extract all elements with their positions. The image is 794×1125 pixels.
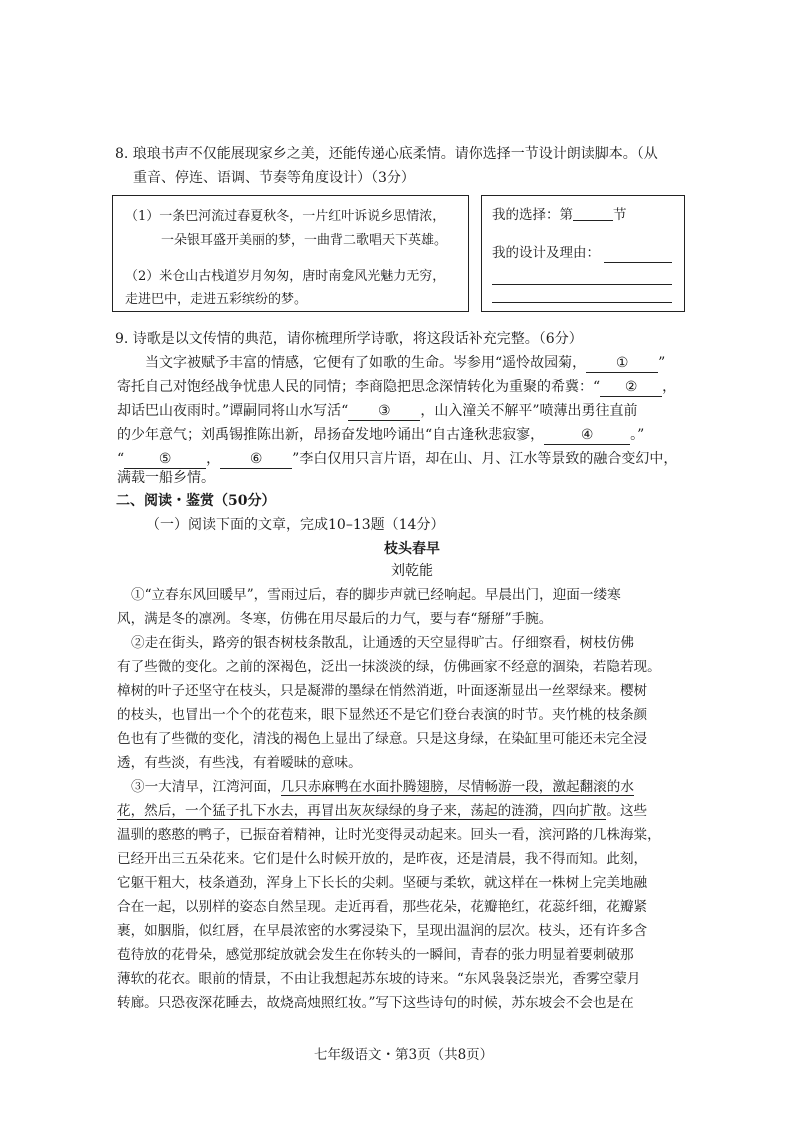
blank-5[interactable]: ⑤ (124, 450, 206, 469)
poem-stanza2-line1: （2）米仓山古栈道岁月匆匆，唐时南龛风光魅力无穷， (125, 269, 446, 284)
blank-3[interactable]: ③ (348, 402, 420, 421)
para3-line5: 它躯干粗大，枝条遒劲，浑身上下长长的尖刺。坚硬与柔软，就这样在一株树上完美地融 (117, 875, 648, 891)
para2-line5: 色也有了些微的变化，清浅的褐色上显出了绿意。只是这身绿，在染缸里可能还未完全浸 (117, 731, 648, 747)
q9-line3: 寄托自己对饱经战争忧患人民的同情；李商隐把思念深情转化为重聚的希冀：“ ② ， (117, 379, 677, 395)
q9-line5: 的少年意气；刘禹锡推陈出新，昂扬奋发地吟诵出“自古逢秋悲寂寥， ④ 。” (117, 427, 645, 443)
q9-line6: “ ⑤ ， ⑥ ”李白仅用只言片语，却在山、月、江水等景致的融合变幻中， (117, 451, 678, 467)
q9-prompt: 9. 诗歌是以文传情的典范，请你梳理所学诗歌，将这段话补充完整。（6分） (115, 331, 583, 347)
q9-line2: 当文字被赋予丰富的情感，它便有了如歌的生命。岑参用“遥怜故园菊， ① ” (145, 355, 666, 371)
design-blank-2[interactable] (492, 284, 672, 285)
poem-box (112, 195, 469, 312)
choice-label: 我的选择：第 (492, 207, 573, 223)
blank-2[interactable]: ② (600, 378, 662, 397)
para2-line2: 有了些微的变化。之前的深褐色，泛出一抹淡淡的绿，仿佛画家不经意的涸染，若隐若现。 (117, 659, 661, 675)
q8-prompt-line1: 8. 琅琅书声不仅能展现家乡之美，还能传递心底柔情。请你选择一节设计朗读脚本。（从 (115, 146, 658, 162)
underlined-passage-1: 几只赤麻鸭在水面扑腾翅膀，尽情畅游一段，激起翻滚的水 (280, 779, 634, 795)
para3-line4: 已经开出三五朵花来。它们是什么时候开放的，是昨夜，还是清晨，我不得而知。此刻， (117, 851, 648, 867)
blank-6[interactable]: ⑥ (220, 450, 292, 469)
blank-4[interactable]: ④ (544, 426, 630, 445)
para3-line7: 裹，如胭脂，似红唇，在早晨浓密的水雾浸染下，呈现出温润的层次。枝头，还有许多含 (117, 923, 648, 939)
poem-stanza2-line2: 走进巴中，走进五彩缤纷的梦。 (125, 292, 308, 307)
para3-line8: 苞待放的花骨朵，感觉那绽放就会发生在你转头的一瞬间，青春的张力明显着要刺破那 (117, 947, 634, 963)
para2-line3: 樟树的叶子还坚守在枝头，只是凝滞的墨绿在悄然消逝，叶面逐渐显出一丝翠绿来。樱树 (117, 683, 648, 699)
poem-stanza1-line1: （1）一条巴河流过春夏秋冬，一片红叶诉说乡思情浓， (125, 209, 446, 224)
design-label: 我的设计及理由： (492, 245, 600, 261)
para2-line6: 透，有些淡，有些浅，有着暧昧的意味。 (117, 755, 362, 771)
blank-1[interactable]: ① (586, 354, 658, 373)
q9-line4: 却话巴山夜雨时。”谭嗣同将山水写活“ ③ ，山入潼关不解平”喷薄出勇往直前 (117, 403, 638, 419)
para2-line4: 的枝头，也冒出一个个的花苞来，眼下显然还不是它们登台表演的时节。夹竹桃的枝条颜 (117, 707, 648, 723)
para1-line2: 风，满是冬的凛冽。冬寒，仿佛在用尽最后的力气，要与春“掰掰”手腕。 (117, 611, 553, 627)
underlined-passage-2: 花，然后，一个猛子扎下水去，再冒出灰灰绿绿的身子来，荡起的涟漪，四向扩散 (117, 803, 607, 819)
section-heading: 二、阅读・鉴赏（50分） (116, 493, 276, 509)
para3-line2: 花，然后，一个猛子扎下水去，再冒出灰灰绿绿的身子来，荡起的涟漪，四向扩散。这些 (117, 803, 648, 819)
para3-line6: 合在一起，以别样的姿态自然呈现。走近再看，那些花朵，花瓣艳红，花蕊纤细，花瓣紧 (117, 899, 648, 915)
choice-line (492, 204, 627, 226)
para3-line10: 转廊。只恐夜深花睡去，故烧高烛照红妆。”写下这些诗句的时候，苏东坡会不会也是在 (117, 995, 634, 1011)
para2-line1: ②走在街头，路旁的银杏树枝条散乱，让通透的天空显得旷古。仔细察看，树枝仿佛 (131, 635, 634, 651)
design-blank-1[interactable] (604, 262, 672, 263)
para3-line3: 温驯的憨憨的鸭子，已振奋着精神，让时光变得灵动起来。回头一看，滨河路的几株海棠， (117, 827, 661, 843)
q9-line7: 满载一船乡情。 (117, 470, 215, 486)
para3-line9: 薄软的花衣。眼前的情景，不由让我想起苏东坡的诗来。“东风袅袅泛崇光，香雾空蒙月 (117, 971, 641, 987)
poem-stanza1-line2: 一朵银耳盛开美丽的梦，一曲背二歌唱天下英雄。 (161, 233, 448, 248)
subsection-heading: （一）阅读下面的文章，完成10–13题（14分） (146, 517, 445, 533)
q8-prompt-line2: 重音、停连、语调、节奏等角度设计）（3分） (133, 170, 415, 186)
choice-blank[interactable] (573, 204, 613, 221)
para1-line1: ①“立春东风回暖早”，雪雨过后，春的脚步声就已经响起。早晨出门，迎面一缕寒 (131, 587, 621, 603)
choice-suffix: 节 (613, 207, 627, 223)
article-title: 枝头春早 (384, 541, 440, 557)
answer-box (481, 195, 685, 312)
page-footer: 七年级语文・第3页（共8页） (314, 1047, 494, 1063)
article-author: 刘乾能 (391, 563, 433, 579)
para3-line1: ③一大清早，江湾河面，几只赤麻鸭在水面扑腾翅膀，尽情畅游一段，激起翻滚的水 (131, 779, 634, 795)
design-blank-3[interactable] (492, 302, 672, 303)
